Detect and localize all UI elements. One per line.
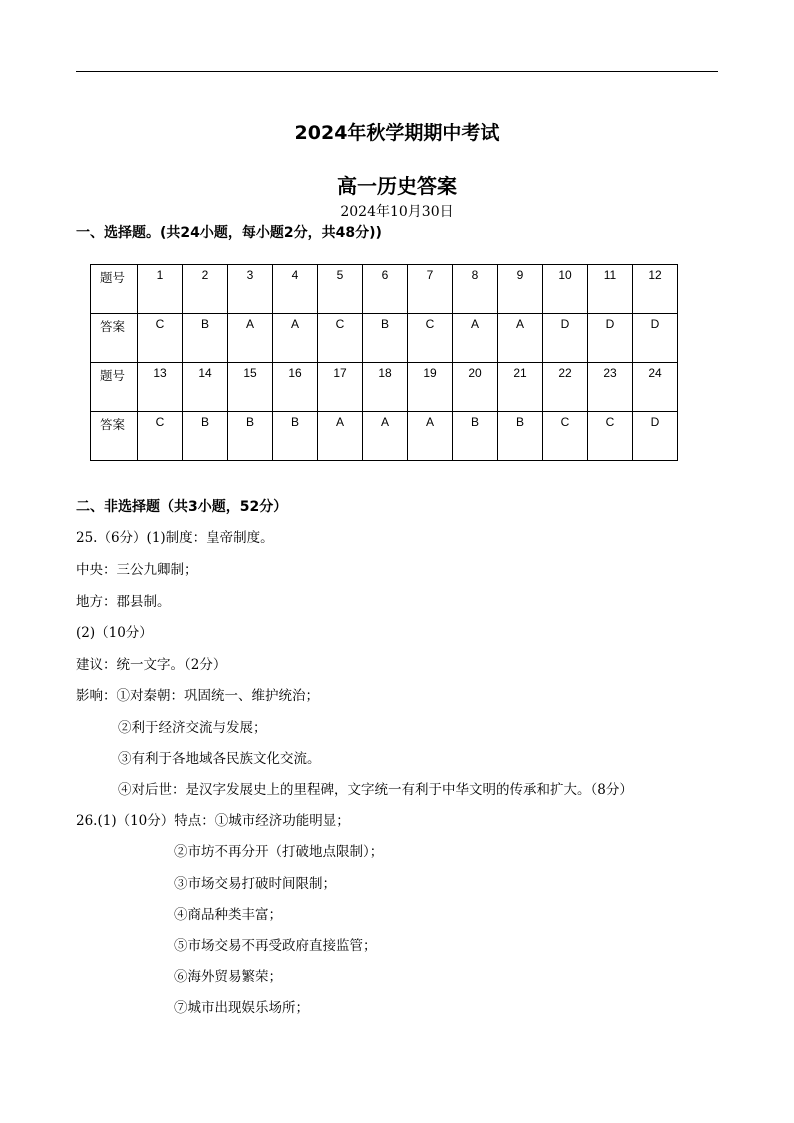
answer-cell: B: [453, 412, 498, 461]
question-number: 10: [543, 265, 588, 314]
answer-line: ②利于经济交流与发展；: [118, 720, 267, 736]
answer-line: 地方：郡县制。: [76, 594, 171, 610]
question-number: 18: [363, 363, 408, 412]
question-number: 19: [408, 363, 453, 412]
answer-cell: A: [498, 314, 543, 363]
row-label: 题号: [91, 265, 138, 314]
answer-line: (2)（10分）: [76, 625, 153, 641]
question-number: 15: [228, 363, 273, 412]
question-number: 22: [543, 363, 588, 412]
question-number: 12: [633, 265, 678, 314]
answer-line: ④商品种类丰富；: [174, 907, 282, 923]
answer-cell: A: [453, 314, 498, 363]
answer-cell: C: [138, 412, 183, 461]
answer-cell: C: [588, 412, 633, 461]
answer-cell: A: [273, 314, 318, 363]
answer-cell: A: [408, 412, 453, 461]
question-number: 20: [453, 363, 498, 412]
answer-line: 影响：①对秦朝：巩固统一、维护统治；: [76, 688, 319, 704]
answer-cell: B: [183, 314, 228, 363]
answer-line: ⑦城市出现娱乐场所；: [174, 1000, 309, 1016]
answer-line: ⑥海外贸易繁荣；: [174, 969, 282, 985]
question-number: 13: [138, 363, 183, 412]
question-number: 17: [318, 363, 363, 412]
question-number: 3: [228, 265, 273, 314]
section-1-heading: 一、选择题。(共24小题，每小题2分，共48分)): [76, 225, 382, 241]
answer-line: 25.（6分）(1)制度：皇帝制度。: [76, 530, 274, 546]
answer-line: ⑤市场交易不再受政府直接监管；: [174, 938, 377, 954]
answer-cell: D: [633, 314, 678, 363]
answer-cell: B: [498, 412, 543, 461]
answer-line: ④对后世：是汉字发展史上的里程碑，文字统一有利于中华文明的传承和扩大。（8分）: [118, 782, 633, 798]
question-number: 16: [273, 363, 318, 412]
answer-cell: C: [543, 412, 588, 461]
answer-cell: D: [588, 314, 633, 363]
answer-line: 建议：统一文字。（2分）: [76, 657, 227, 673]
answer-cell: C: [138, 314, 183, 363]
row-label: 答案: [91, 314, 138, 363]
answer-cell: D: [543, 314, 588, 363]
question-number: 14: [183, 363, 228, 412]
question-number: 23: [588, 363, 633, 412]
answer-line: 26.(1)（10分）特点：①城市经济功能明显；: [76, 813, 350, 829]
answer-cell: B: [363, 314, 408, 363]
question-number: 11: [588, 265, 633, 314]
question-number: 4: [273, 265, 318, 314]
exam-title: 2024年秋学期期中考试: [294, 122, 500, 144]
question-number: 5: [318, 265, 363, 314]
table-row: [91, 314, 678, 363]
answer-cell: B: [228, 412, 273, 461]
answer-cell: C: [318, 314, 363, 363]
answer-table: [90, 264, 678, 461]
answer-cell: D: [633, 412, 678, 461]
answer-line: ③有利于各地域各民族文化交流。: [118, 751, 321, 767]
answer-cell: A: [228, 314, 273, 363]
exam-date: 2024年10月30日: [340, 204, 454, 220]
question-number: 2: [183, 265, 228, 314]
answer-cell: A: [363, 412, 408, 461]
answer-cell: B: [273, 412, 318, 461]
header-rule: [76, 71, 718, 72]
answer-line: ③市场交易打破时间限制；: [174, 876, 336, 892]
section-2-heading: 二、非选择题（共3小题，52分）: [76, 499, 288, 515]
question-number: 7: [408, 265, 453, 314]
table-row: [91, 412, 678, 461]
table-row: [91, 363, 678, 412]
row-label: 题号: [91, 363, 138, 412]
question-number: 21: [498, 363, 543, 412]
exam-subtitle: 高一历史答案: [337, 174, 457, 198]
table-row: [91, 265, 678, 314]
answer-line: ②市坊不再分开（打破地点限制）；: [174, 844, 384, 860]
question-number: 1: [138, 265, 183, 314]
row-label: 答案: [91, 412, 138, 461]
question-number: 24: [633, 363, 678, 412]
answer-cell: C: [408, 314, 453, 363]
answer-cell: B: [183, 412, 228, 461]
question-number: 9: [498, 265, 543, 314]
question-number: 6: [363, 265, 408, 314]
answer-cell: A: [318, 412, 363, 461]
question-number: 8: [453, 265, 498, 314]
answer-line: 中央：三公九卿制；: [76, 562, 198, 578]
